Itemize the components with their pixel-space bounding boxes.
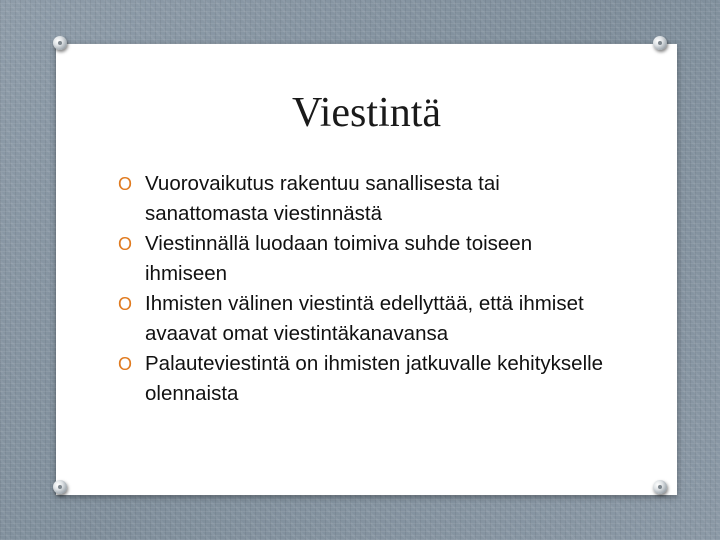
pin-bottom-right-icon — [653, 480, 667, 494]
pin-bottom-left-icon — [53, 480, 67, 494]
bullet-marker-icon: O — [118, 294, 133, 314]
pin-top-right-icon — [653, 36, 667, 50]
bullet-text: Vuorovaikutus rakentuu sanallisesta tai sanattomasta viestinnästä — [145, 172, 500, 225]
bullet-marker-icon: O — [118, 354, 133, 374]
bullet-item — [118, 289, 618, 349]
bullet-text: Palauteviestintä on ihmisten jatkuvalle kehitykselle olennaista — [145, 352, 604, 405]
bullet-list — [118, 169, 618, 409]
pin-top-left-icon — [53, 36, 67, 50]
bullet-marker-icon: O — [118, 174, 133, 194]
bullet-text: Viestinnällä luodaan toimiva suhde toiseen ihmiseen — [145, 232, 533, 285]
bullet-item — [118, 349, 618, 409]
bullet-item — [118, 169, 618, 229]
bullet-text: Ihmisten välinen viestintä edellyttää, että ihmiset avaavat omat viestintäkanavansa — [145, 292, 584, 345]
bullet-item — [118, 229, 618, 289]
slide-title: Viestintä — [291, 90, 442, 136]
bullet-marker-icon: O — [118, 234, 133, 254]
